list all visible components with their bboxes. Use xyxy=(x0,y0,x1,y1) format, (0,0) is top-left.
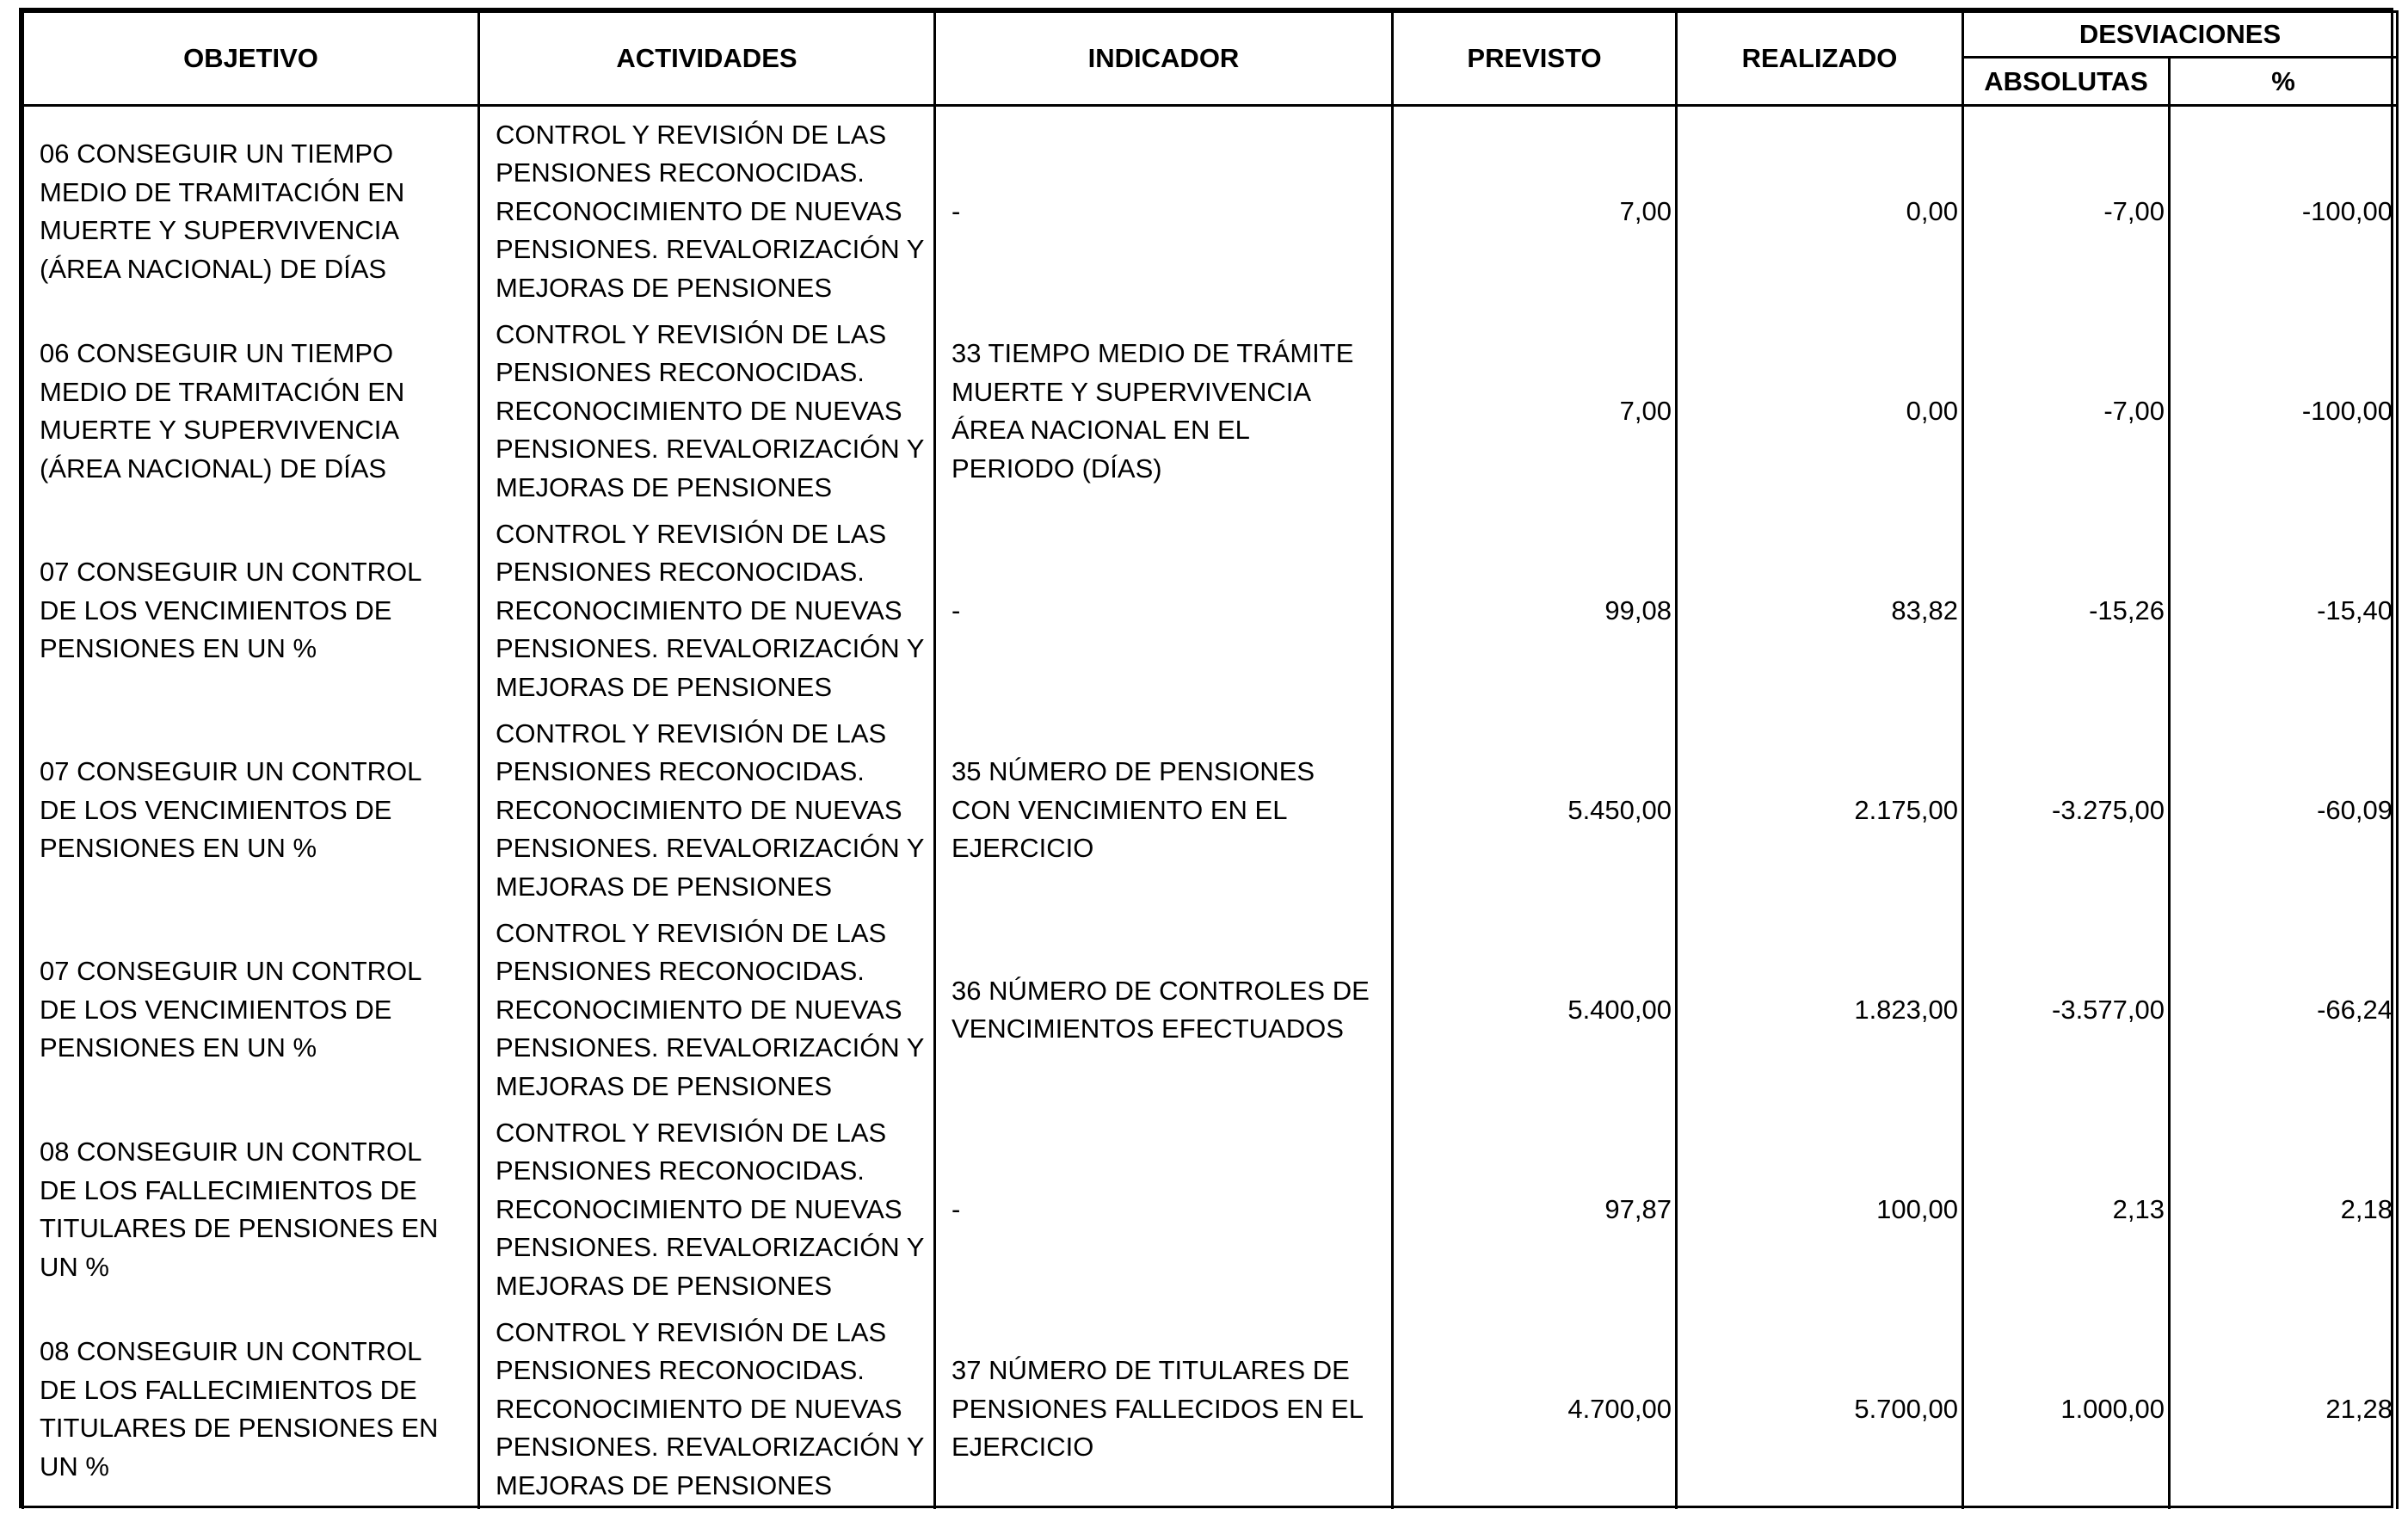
table-body xyxy=(23,106,2398,1510)
cell-realizado: 100,00 xyxy=(1677,1110,1963,1309)
cell-desviacion-porcentaje: 2,18 xyxy=(2170,1110,2398,1309)
cell-objetivo: 07 CONSEGUIR UN CONTROL DE LOS VENCIMIENTOS DE PENSIONES EN UN % xyxy=(23,711,479,910)
objectives-indicators-table xyxy=(22,10,2399,1509)
indicators-table-sheet xyxy=(19,8,2393,1508)
cell-previsto: 97,87 xyxy=(1393,1110,1677,1309)
cell-objetivo: 06 CONSEGUIR UN TIEMPO MEDIO DE TRAMITACIÓN EN MUERTE Y SUPERVIVENCIA (ÁREA NACIONAL) DE DÍAS xyxy=(23,106,479,312)
cell-actividades: CONTROL Y REVISIÓN DE LAS PENSIONES RECONOCIDAS. RECONOCIMIENTO DE NUEVAS PENSIONES. REVALORIZACIÓN Y MEJORAS DE PENSIONES xyxy=(479,106,935,312)
table-row xyxy=(23,1110,2398,1309)
cell-realizado: 5.700,00 xyxy=(1677,1309,1963,1509)
cell-previsto: 4.700,00 xyxy=(1393,1309,1677,1509)
cell-previsto: 99,08 xyxy=(1393,511,1677,711)
table-row xyxy=(23,910,2398,1110)
cell-desviacion-porcentaje: -66,24 xyxy=(2170,910,2398,1110)
cell-objetivo: 08 CONSEGUIR UN CONTROL DE LOS FALLECIMIENTOS DE TITULARES DE PENSIONES EN UN % xyxy=(23,1309,479,1509)
cell-actividades: CONTROL Y REVISIÓN DE LAS PENSIONES RECONOCIDAS. RECONOCIMIENTO DE NUEVAS PENSIONES. REVALORIZACIÓN Y MEJORAS DE PENSIONES xyxy=(479,511,935,711)
cell-desviacion-absoluta: 2,13 xyxy=(1963,1110,2170,1309)
header-desviaciones: DESVIACIONES xyxy=(1963,12,2398,58)
cell-realizado: 83,82 xyxy=(1677,511,1963,711)
cell-indicador: 35 NÚMERO DE PENSIONES CON VENCIMIENTO EN EL EJERCICIO xyxy=(935,711,1393,910)
header-absolutas: ABSOLUTAS xyxy=(1963,58,2170,106)
cell-realizado: 0,00 xyxy=(1677,106,1963,312)
table-row xyxy=(23,106,2398,312)
cell-previsto: 7,00 xyxy=(1393,106,1677,312)
header-realizado: REALIZADO xyxy=(1677,12,1963,106)
header-actividades: ACTIVIDADES xyxy=(479,12,935,106)
cell-actividades: CONTROL Y REVISIÓN DE LAS PENSIONES RECONOCIDAS. RECONOCIMIENTO DE NUEVAS PENSIONES. REVALORIZACIÓN Y MEJORAS DE PENSIONES xyxy=(479,711,935,910)
header-previsto: PREVISTO xyxy=(1393,12,1677,106)
cell-indicador: 33 TIEMPO MEDIO DE TRÁMITE MUERTE Y SUPERVIVENCIA ÁREA NACIONAL EN EL PERIODO (DÍAS) xyxy=(935,311,1393,511)
cell-objetivo: 08 CONSEGUIR UN CONTROL DE LOS FALLECIMIENTOS DE TITULARES DE PENSIONES EN UN % xyxy=(23,1110,479,1309)
cell-actividades: CONTROL Y REVISIÓN DE LAS PENSIONES RECONOCIDAS. RECONOCIMIENTO DE NUEVAS PENSIONES. REVALORIZACIÓN Y MEJORAS DE PENSIONES xyxy=(479,1309,935,1509)
table-row xyxy=(23,1309,2398,1509)
header-objetivo: OBJETIVO xyxy=(23,12,479,106)
cell-objetivo: 07 CONSEGUIR UN CONTROL DE LOS VENCIMIENTOS DE PENSIONES EN UN % xyxy=(23,511,479,711)
cell-previsto: 5.400,00 xyxy=(1393,910,1677,1110)
header-indicador: INDICADOR xyxy=(935,12,1393,106)
cell-indicador: - xyxy=(935,1110,1393,1309)
cell-desviacion-absoluta: -3.577,00 xyxy=(1963,910,2170,1110)
table-row xyxy=(23,511,2398,711)
header-porcentaje: % xyxy=(2170,58,2398,106)
table-row xyxy=(23,711,2398,910)
cell-objetivo: 07 CONSEGUIR UN CONTROL DE LOS VENCIMIENTOS DE PENSIONES EN UN % xyxy=(23,910,479,1110)
cell-realizado: 2.175,00 xyxy=(1677,711,1963,910)
cell-desviacion-absoluta: -3.275,00 xyxy=(1963,711,2170,910)
cell-objetivo: 06 CONSEGUIR UN TIEMPO MEDIO DE TRAMITACIÓN EN MUERTE Y SUPERVIVENCIA (ÁREA NACIONAL) DE DÍAS xyxy=(23,311,479,511)
cell-indicador: 37 NÚMERO DE TITULARES DE PENSIONES FALLECIDOS EN EL EJERCICIO xyxy=(935,1309,1393,1509)
cell-desviacion-absoluta: -7,00 xyxy=(1963,106,2170,312)
cell-desviacion-absoluta: -7,00 xyxy=(1963,311,2170,511)
cell-indicador: 36 NÚMERO DE CONTROLES DE VENCIMIENTOS EFECTUADOS xyxy=(935,910,1393,1110)
table-header xyxy=(23,12,2398,106)
cell-desviacion-porcentaje: -60,09 xyxy=(2170,711,2398,910)
cell-indicador: - xyxy=(935,106,1393,312)
cell-actividades: CONTROL Y REVISIÓN DE LAS PENSIONES RECONOCIDAS. RECONOCIMIENTO DE NUEVAS PENSIONES. REVALORIZACIÓN Y MEJORAS DE PENSIONES xyxy=(479,311,935,511)
cell-desviacion-absoluta: 1.000,00 xyxy=(1963,1309,2170,1509)
table-row xyxy=(23,311,2398,511)
cell-actividades: CONTROL Y REVISIÓN DE LAS PENSIONES RECONOCIDAS. RECONOCIMIENTO DE NUEVAS PENSIONES. REVALORIZACIÓN Y MEJORAS DE PENSIONES xyxy=(479,910,935,1110)
cell-desviacion-porcentaje: -100,00 xyxy=(2170,311,2398,511)
cell-desviacion-absoluta: -15,26 xyxy=(1963,511,2170,711)
cell-indicador: - xyxy=(935,511,1393,711)
cell-actividades: CONTROL Y REVISIÓN DE LAS PENSIONES RECONOCIDAS. RECONOCIMIENTO DE NUEVAS PENSIONES. REVALORIZACIÓN Y MEJORAS DE PENSIONES xyxy=(479,1110,935,1309)
cell-previsto: 7,00 xyxy=(1393,311,1677,511)
cell-realizado: 1.823,00 xyxy=(1677,910,1963,1110)
cell-desviacion-porcentaje: -100,00 xyxy=(2170,106,2398,312)
cell-realizado: 0,00 xyxy=(1677,311,1963,511)
cell-desviacion-porcentaje: -15,40 xyxy=(2170,511,2398,711)
cell-previsto: 5.450,00 xyxy=(1393,711,1677,910)
cell-desviacion-porcentaje: 21,28 xyxy=(2170,1309,2398,1509)
